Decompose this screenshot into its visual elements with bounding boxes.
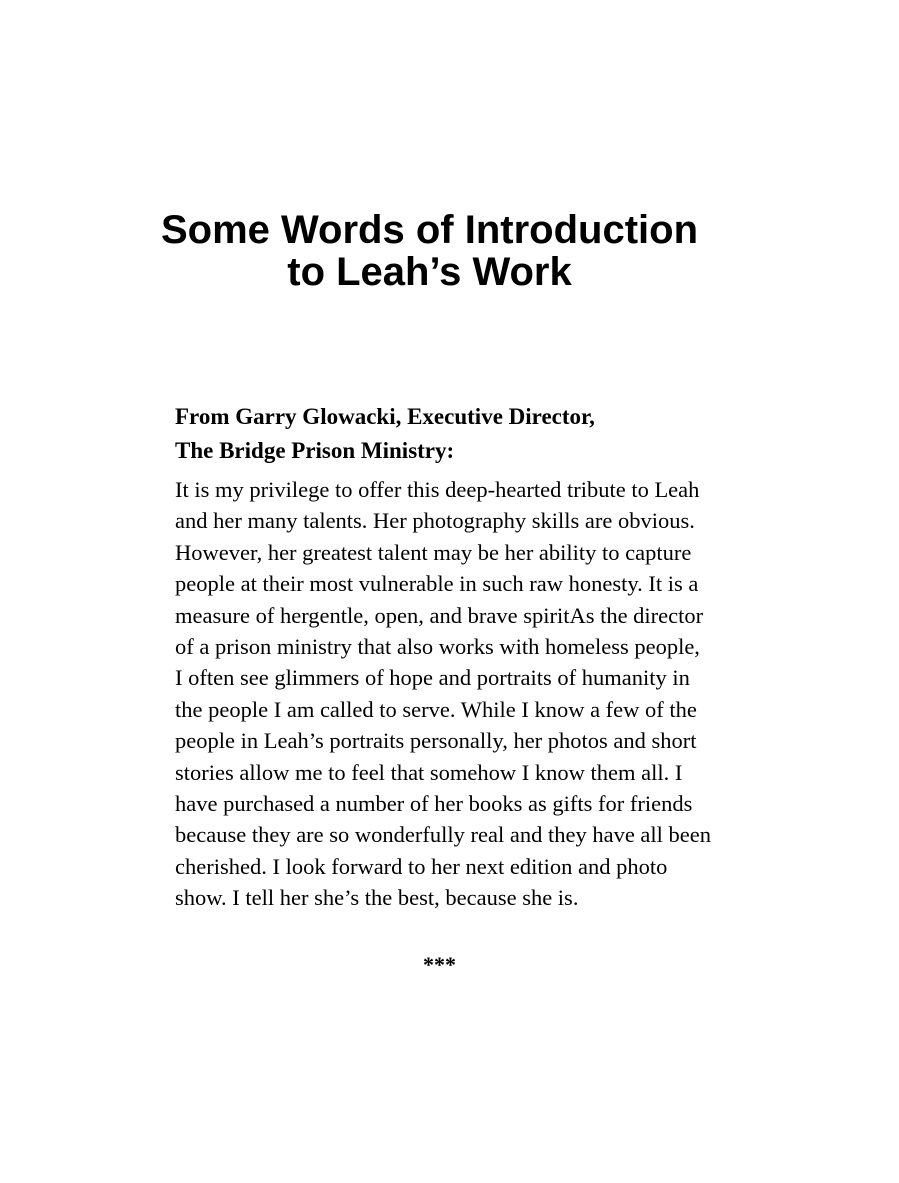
- body-line: I often see glimmers of hope and portraits of humanity in: [175, 665, 690, 691]
- attribution-heading: [175, 400, 795, 468]
- body-line: cherished. I look forward to her next edition and photo: [175, 853, 668, 879]
- body-line: and her many talents. Her photography skills are obvious.: [175, 508, 695, 534]
- body-line: However, her greatest talent may be her ability to capture: [175, 539, 692, 565]
- attribution-line-2: The Bridge Prison Ministry:: [175, 438, 455, 463]
- body-line: because they are so wonderfully real and they have all been: [175, 822, 712, 848]
- attribution-line-1: From Garry Glowacki, Executive Director,: [175, 404, 595, 429]
- body-line: measure of hergentle, open, and brave spiritAs the director: [175, 602, 704, 628]
- page-title: [0, 209, 859, 293]
- body-line: of a prison ministry that also works with homeless people,: [175, 634, 700, 660]
- title-line-1: Some Words of Introduction: [160, 208, 698, 252]
- section-separator: ***: [423, 952, 456, 977]
- body-line: stories allow me to feel that somehow I know them all. I: [175, 759, 683, 785]
- body-line: It is my privilege to offer this deep-hearted tribute to Leah: [175, 477, 700, 502]
- body-paragraph: [175, 474, 815, 914]
- title-line-2: to Leah’s Work: [287, 250, 572, 294]
- body-line: the people I am called to serve. While I know a few of the: [175, 696, 697, 722]
- body-line: people at their most vulnerable in such raw honesty. It is a: [175, 571, 699, 597]
- body-line: show. I tell her she’s the best, because she is.: [175, 885, 579, 911]
- body-line: have purchased a number of her books as gifts for friends: [175, 791, 693, 817]
- body-line: people in Leah’s portraits personally, her photos and short: [175, 728, 697, 754]
